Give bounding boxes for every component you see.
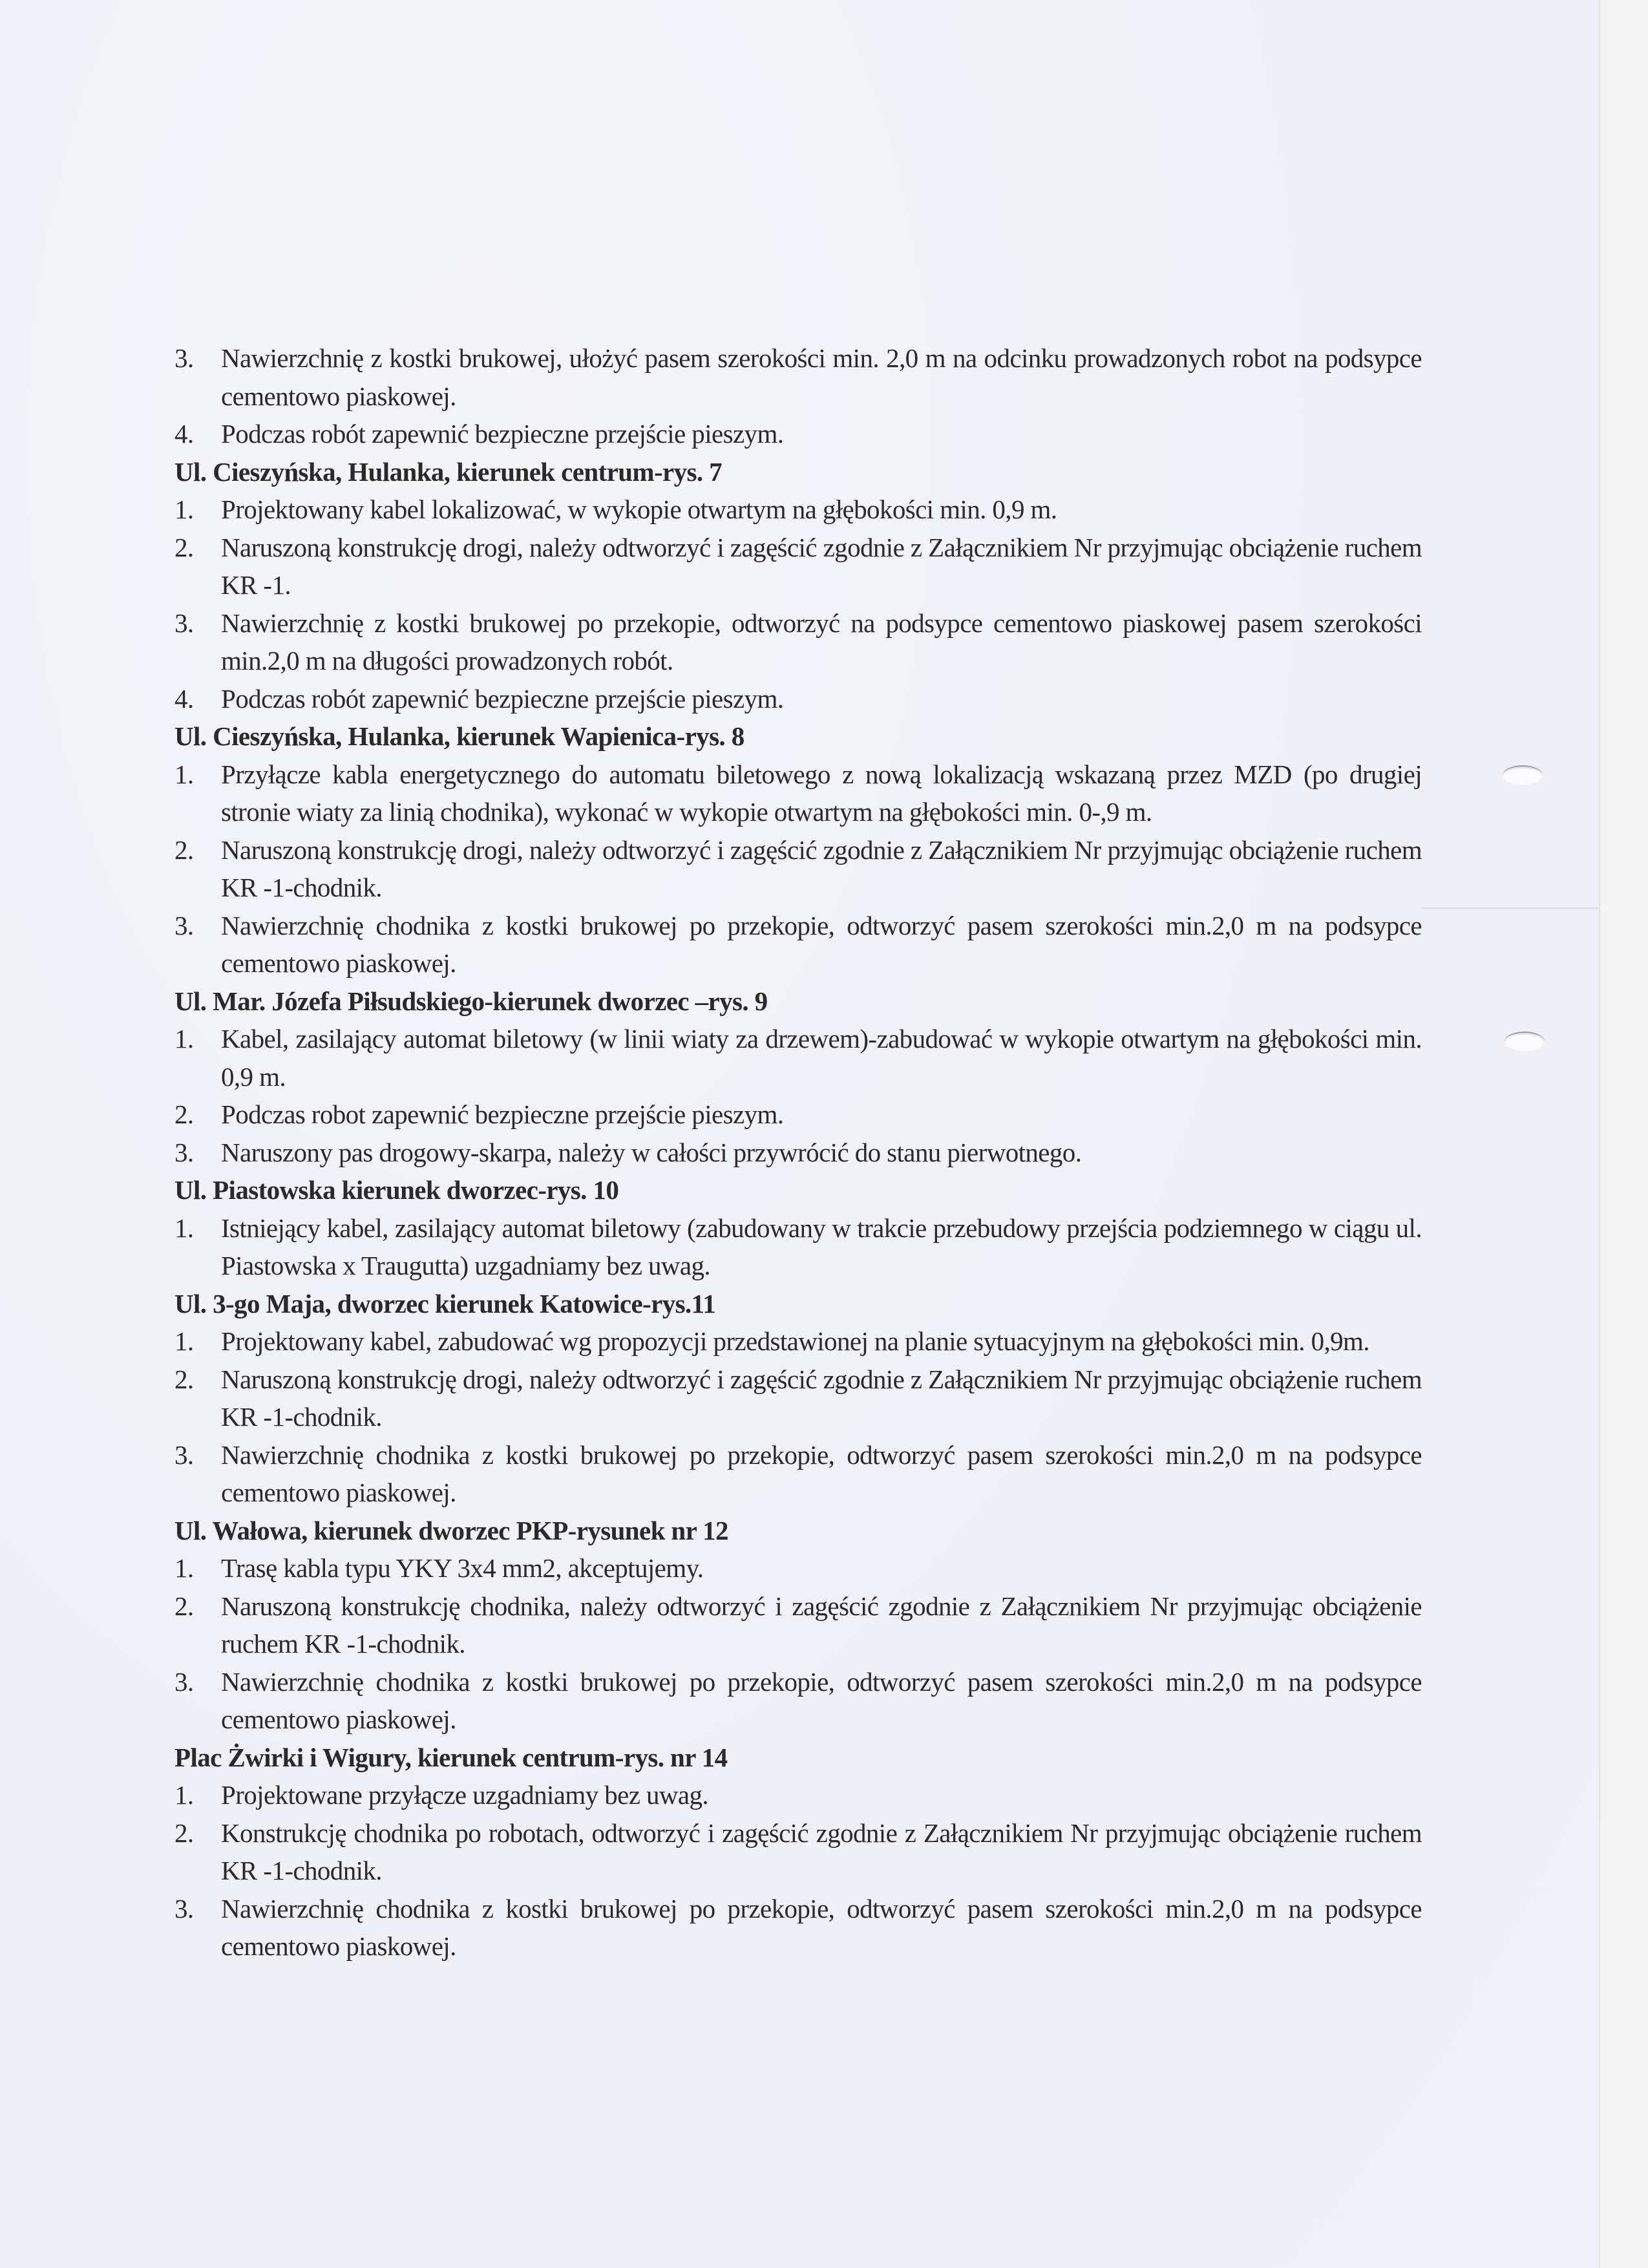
paper-fold-line <box>1422 907 1600 909</box>
list-item <box>174 529 1422 604</box>
item-text: Projektowane przyłącze uzgadniamy bez uwag. <box>221 1780 709 1810</box>
item-number: 3. <box>174 1439 194 1470</box>
item-number: 3. <box>174 1893 194 1924</box>
item-number: 4. <box>174 683 194 714</box>
item-text: Nawierzchnię chodnika z kostki brukowej po przekopie, odtworzyć pasem szerokości min.2,0 m na podsypce cementowo piaskowej. <box>221 910 1422 978</box>
item-number: 2. <box>174 1591 194 1621</box>
item-text: Nawierzchnię chodnika z kostki brukowej po przekopie, odtworzyć pasem szerokości min.2,0 m na podsypce cementowo piaskowej. <box>221 1666 1422 1734</box>
list-item <box>174 1096 1422 1134</box>
section-heading: Ul. Cieszyńska, Hulanka, kierunek centrum-rys. 7 <box>174 456 723 487</box>
item-text: Podczas robot zapewnić bezpieczne przejście pieszym. <box>221 1099 784 1129</box>
item-number: 1. <box>174 494 194 524</box>
item-text: Przyłącze kabla energetycznego do automatu biletowego z nową lokalizacją wskazaną przez MZD (po drugiej stronie wiaty za linią chodnika), wykonać w wykopie otwartym na głębokości min. 0-,9 m. <box>221 759 1422 827</box>
list-item <box>174 756 1422 831</box>
item-number: 1. <box>174 1553 194 1583</box>
scanner-background-strip <box>1599 0 1648 2268</box>
item-text: Nawierzchnię chodnika z kostki brukowej po przekopie, odtworzyć pasem szerokości min.2,0 m na podsypce cementowo piaskowej. <box>221 1439 1422 1507</box>
item-number: 1. <box>174 1024 194 1054</box>
item-text: Istniejący kabel, zasilający automat biletowy (zabudowany w trakcie przebudowy przejścia podziemnego w ciągu ul. Piastowska x Traugutta) uzgadniamy bez uwag. <box>221 1213 1422 1280</box>
list-item <box>174 1663 1422 1739</box>
item-number: 3. <box>174 910 194 940</box>
list-item <box>174 1814 1422 1890</box>
list-item <box>174 1890 1422 1966</box>
item-text: Naruszoną konstrukcję drogi, należy odtworzyć i zagęścić zgodnie z Załącznikiem Nr przyjmując obciążenie ruchem KR -1-chodnik. <box>221 1364 1422 1432</box>
section-heading: Ul. Cieszyńska, Hulanka, kierunek Wapienica-rys. 8 <box>174 721 745 751</box>
item-text: Podczas robót zapewnić bezpieczne przejście pieszym. <box>221 419 784 449</box>
section-heading: Ul. 3-go Maja, dworzec kierunek Katowice-rys.11 <box>174 1288 716 1319</box>
item-text: Nawierzchnię z kostki brukowej po przekopie, odtworzyć na podsypce cementowo piaskowej pasem szerokości min.2,0 m na długości prowadzonych robót. <box>221 608 1422 675</box>
item-number: 1. <box>174 1326 194 1356</box>
item-number: 2. <box>174 1818 194 1848</box>
item-text: Kabel, zasilający automat biletowy (w linii wiaty za drzewem)-zabudować w wykopie otwartym na głębokości min. 0,9 m. <box>221 1024 1422 1092</box>
item-number: 3. <box>174 1137 194 1167</box>
list-item <box>174 1020 1422 1096</box>
list-item <box>174 1776 1422 1814</box>
list-item <box>174 1549 1422 1587</box>
item-text: Projektowany kabel lokalizować, w wykopie otwartym na głębokości min. 0,9 m. <box>221 494 1057 524</box>
item-text: Podczas robót zapewnić bezpieczne przejście pieszym. <box>221 683 784 714</box>
item-number: 2. <box>174 1099 194 1129</box>
list-item <box>174 1209 1422 1285</box>
section-heading: Plac Żwirki i Wigury, kierunek centrum-rys. nr 14 <box>174 1742 728 1772</box>
item-text: Nawierzchnię z kostki brukowej, ułożyć pasem szerokości min. 2,0 m na odcinku prowadzonych robot na podsypce cementowo piaskowej. <box>221 343 1422 411</box>
item-number: 3. <box>174 1666 194 1697</box>
item-text: Nawierzchnię chodnika z kostki brukowej po przekopie, odtworzyć pasem szerokości min.2,0 m na podsypce cementowo piaskowej. <box>221 1893 1422 1961</box>
item-number: 3. <box>174 343 194 373</box>
item-number: 2. <box>174 532 194 562</box>
section-heading: Ul. Piastowska kierunek dworzec-rys. 10 <box>174 1175 619 1205</box>
item-number: 2. <box>174 834 194 865</box>
list-item <box>174 1134 1422 1172</box>
item-number: 1. <box>174 759 194 789</box>
item-text: Trasę kabla typu YKY 3x4 mm2, akceptujemy. <box>221 1553 704 1583</box>
list-item <box>174 491 1422 529</box>
list-item <box>174 831 1422 907</box>
list-item <box>174 907 1422 982</box>
item-text: Naruszoną konstrukcję chodnika, należy odtworzyć i zagęścić zgodnie z Załącznikiem Nr przyjmując obciążenie ruchem KR -1-chodnik. <box>221 1591 1422 1659</box>
item-text: Konstrukcję chodnika po robotach, odtworzyć i zagęścić zgodnie z Załącznikiem Nr przyjmując obciążenie ruchem KR -1-chodnik. <box>221 1818 1422 1885</box>
list-item <box>174 339 1422 415</box>
item-number: 1. <box>174 1780 194 1810</box>
section-heading: Ul. Mar. Józefa Piłsudskiego-kierunek dworzec –rys. 9 <box>174 986 768 1016</box>
section-heading: Ul. Wałowa, kierunek dworzec PKP-rysunek nr 12 <box>174 1515 728 1545</box>
list-item <box>174 680 1422 718</box>
item-text: Projektowany kabel, zabudować wg propozycji przedstawionej na planie sytuacyjnym na głębokości min. 0,9m. <box>221 1326 1369 1356</box>
list-item <box>174 1322 1422 1361</box>
item-text: Naruszony pas drogowy-skarpa, należy w całości przywrócić do stanu pierwotnego. <box>221 1137 1082 1167</box>
list-item <box>174 1436 1422 1512</box>
punch-hole <box>1505 1032 1545 1051</box>
list-item <box>174 604 1422 680</box>
item-text: Naruszoną konstrukcję drogi, należy odtworzyć i zagęścić zgodnie z Załącznikiem Nr przyjmując obciążenie ruchem KR -1. <box>221 532 1422 600</box>
list-item <box>174 415 1422 453</box>
item-text: Naruszoną konstrukcję drogi, należy odtworzyć i zagęścić zgodnie z Załącznikiem Nr przyjmując obciążenie ruchem KR -1-chodnik. <box>221 834 1422 902</box>
item-number: 2. <box>174 1364 194 1394</box>
punch-hole <box>1503 765 1543 785</box>
item-number: 4. <box>174 419 194 449</box>
item-number: 3. <box>174 608 194 638</box>
list-item <box>174 1361 1422 1436</box>
document-body <box>174 339 1422 1966</box>
list-item <box>174 1587 1422 1663</box>
item-number: 1. <box>174 1213 194 1243</box>
